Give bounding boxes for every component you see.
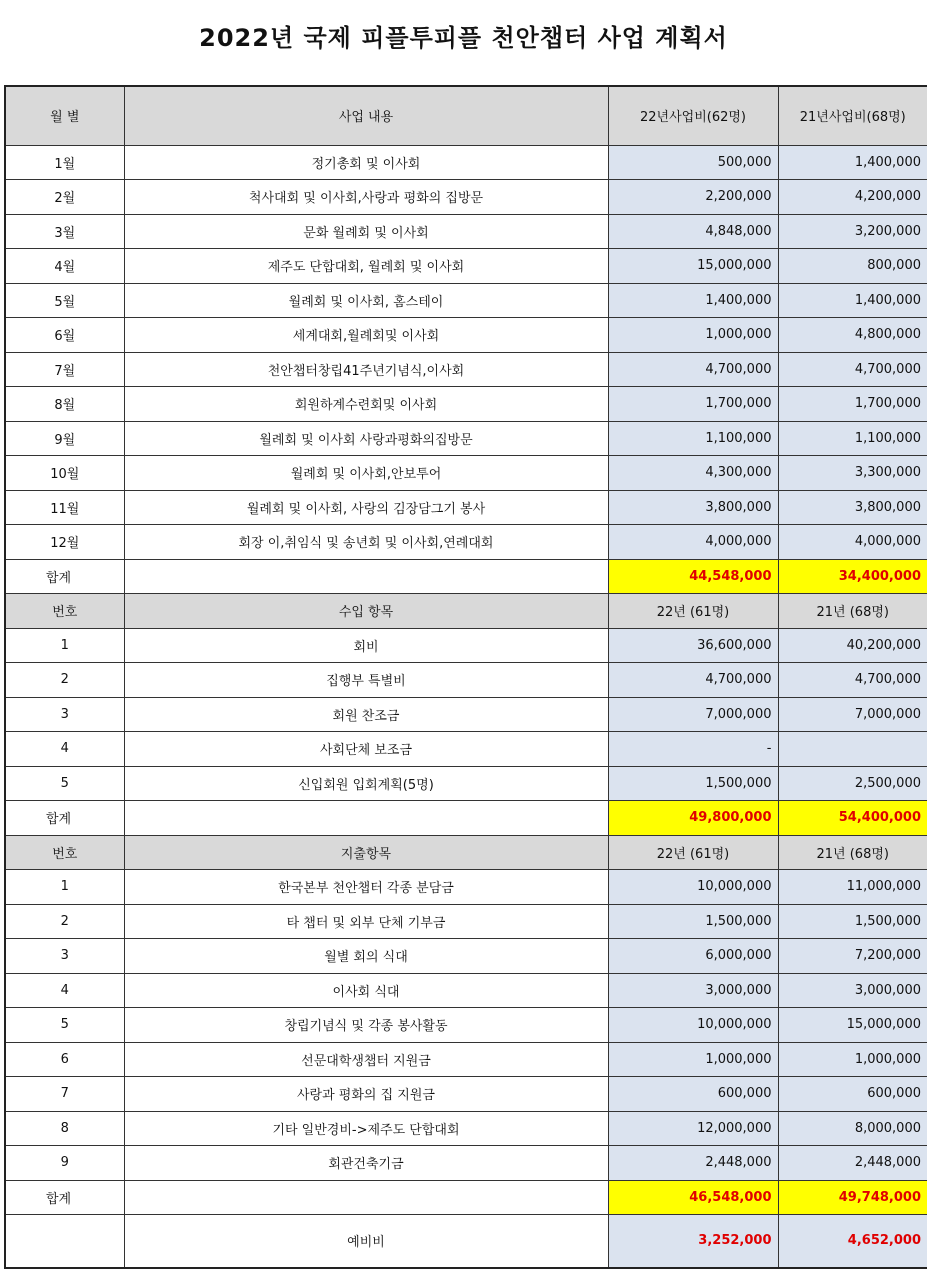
description-cell: 월례회 및 이사회, 사랑의 김장담그기 봉사 [124,490,608,525]
description-cell [124,801,608,836]
value-22-cell: 1,000,000 [608,1042,778,1077]
value-22-cell: 4,300,000 [608,456,778,491]
budget-table [4,85,927,1269]
value-21-cell: 2,500,000 [778,766,927,801]
value-22-cell: 22년사업비(62명) [608,86,778,145]
plan-header-row [5,86,927,145]
value-22-cell: - [608,732,778,767]
description-cell: 타 챕터 및 외부 단체 기부금 [124,904,608,939]
value-22-cell: 36,600,000 [608,628,778,663]
value-22-cell: 4,848,000 [608,214,778,249]
col-label-cell: 6 [5,1042,124,1077]
value-22-cell: 4,700,000 [608,663,778,698]
value-22-cell: 2,200,000 [608,180,778,215]
value-21-cell: 2,448,000 [778,1146,927,1181]
value-22-cell: 2,448,000 [608,1146,778,1181]
col-label-cell: 9 [5,1146,124,1181]
description-cell: 예비비 [124,1215,608,1268]
page-title: 2022년 국제 피플투피플 천안챕터 사업 계획서 [199,24,728,52]
plan-row [5,525,927,560]
col-label-cell: 3월 [5,214,124,249]
plan-total-row [5,559,927,594]
value-21-cell: 1,500,000 [778,904,927,939]
plan-row [5,421,927,456]
value-21-cell: 4,700,000 [778,352,927,387]
expense-row [5,904,927,939]
income-row [5,697,927,732]
value-22-cell: 600,000 [608,1077,778,1112]
description-cell: 회비 [124,628,608,663]
col-label-cell: 12월 [5,525,124,560]
description-cell: 회관건축기금 [124,1146,608,1181]
description-cell: 사회단체 보조금 [124,732,608,767]
col-label-cell: 합계 [5,559,124,594]
value-21-cell: 800,000 [778,249,927,284]
value-21-cell: 4,700,000 [778,663,927,698]
col-label-cell: 번호 [5,835,124,870]
description-cell: 지출항목 [124,835,608,870]
plan-row [5,145,927,180]
value-21-cell: 11,000,000 [778,870,927,905]
description-cell: 선문대학생챕터 지원금 [124,1042,608,1077]
description-cell: 월례회 및 이사회,안보투어 [124,456,608,491]
col-label-cell: 5월 [5,283,124,318]
income-row [5,628,927,663]
value-21-cell: 1,400,000 [778,145,927,180]
plan-row [5,490,927,525]
description-cell: 수입 항목 [124,594,608,629]
value-21-cell: 3,300,000 [778,456,927,491]
description-cell: 문화 월례회 및 이사회 [124,214,608,249]
value-21-cell: 21년 (68명) [778,594,927,629]
col-label-cell: 번호 [5,594,124,629]
value-21-cell [778,732,927,767]
value-21-cell: 600,000 [778,1077,927,1112]
col-label-cell: 7 [5,1077,124,1112]
col-label-cell: 4 [5,973,124,1008]
description-cell: 세계대회,월례회및 이사회 [124,318,608,353]
value-21-cell: 1,000,000 [778,1042,927,1077]
col-label-cell: 10월 [5,456,124,491]
col-label-cell: 8월 [5,387,124,422]
value-21-cell: 3,800,000 [778,490,927,525]
description-cell: 회원하계수련회및 이사회 [124,387,608,422]
value-22-cell: 6,000,000 [608,939,778,974]
value-21-cell: 4,000,000 [778,525,927,560]
expense-row [5,973,927,1008]
value-21-cell: 34,400,000 [778,559,927,594]
value-22-cell: 500,000 [608,145,778,180]
plan-row [5,214,927,249]
value-21-cell: 21년 (68명) [778,835,927,870]
value-22-cell: 7,000,000 [608,697,778,732]
description-cell: 회장 이,취임식 및 송년회 및 이사회,연례대회 [124,525,608,560]
description-cell: 기타 일반경비->제주도 단합대회 [124,1111,608,1146]
value-22-cell: 1,700,000 [608,387,778,422]
col-label-cell: 1 [5,628,124,663]
budget-table-body [5,86,927,1268]
col-label-cell: 7월 [5,352,124,387]
plan-row [5,387,927,422]
plan-row [5,456,927,491]
col-label-cell: 1월 [5,145,124,180]
col-label-cell: 1 [5,870,124,905]
value-22-cell: 22년 (61명) [608,835,778,870]
value-22-cell: 10,000,000 [608,870,778,905]
plan-row [5,249,927,284]
description-cell: 신입회원 입회계획(5명) [124,766,608,801]
col-label-cell: 월 별 [5,86,124,145]
description-cell: 사업 내용 [124,86,608,145]
col-label-cell: 2월 [5,180,124,215]
description-cell: 한국본부 천안챕터 각종 분담금 [124,870,608,905]
value-21-cell: 1,100,000 [778,421,927,456]
description-cell: 정기총회 및 이사회 [124,145,608,180]
expense-row [5,1008,927,1043]
expense-row [5,1077,927,1112]
income-row [5,766,927,801]
income-header-row [5,594,927,629]
value-21-cell: 8,000,000 [778,1111,927,1146]
value-22-cell: 1,000,000 [608,318,778,353]
description-cell: 회원 찬조금 [124,697,608,732]
col-label-cell: 4 [5,732,124,767]
plan-row [5,180,927,215]
value-21-cell: 1,400,000 [778,283,927,318]
description-cell [124,1180,608,1215]
value-22-cell: 12,000,000 [608,1111,778,1146]
col-label-cell: 5 [5,766,124,801]
value-22-cell: 46,548,000 [608,1180,778,1215]
value-22-cell: 49,800,000 [608,801,778,836]
expense-row [5,939,927,974]
expense-row [5,1042,927,1077]
expense-row [5,1146,927,1181]
description-cell: 집행부 특별비 [124,663,608,698]
col-label-cell: 9월 [5,421,124,456]
value-22-cell: 1,500,000 [608,766,778,801]
col-label-cell: 4월 [5,249,124,284]
description-cell: 창립기념식 및 각종 봉사활동 [124,1008,608,1043]
description-cell [124,559,608,594]
description-cell: 천안챕터창립41주년기념식,이사회 [124,352,608,387]
expense-row [5,1111,927,1146]
value-21-cell: 49,748,000 [778,1180,927,1215]
col-label-cell: 3 [5,697,124,732]
value-22-cell: 22년 (61명) [608,594,778,629]
value-22-cell: 44,548,000 [608,559,778,594]
value-21-cell: 7,000,000 [778,697,927,732]
value-21-cell: 4,800,000 [778,318,927,353]
description-cell: 척사대회 및 이사회,사랑과 평화의 집방문 [124,180,608,215]
income-row [5,732,927,767]
value-22-cell: 1,100,000 [608,421,778,456]
description-cell: 월례회 및 이사회 사랑과평화의집방문 [124,421,608,456]
value-22-cell: 1,400,000 [608,283,778,318]
plan-row [5,283,927,318]
value-21-cell: 21년사업비(68명) [778,86,927,145]
expense-header-row [5,835,927,870]
col-label-cell: 2 [5,904,124,939]
col-label-cell: 3 [5,939,124,974]
col-label-cell: 2 [5,663,124,698]
description-cell: 이사회 식대 [124,973,608,1008]
description-cell: 제주도 단합대회, 월례회 및 이사회 [124,249,608,284]
income-row [5,663,927,698]
value-22-cell: 3,800,000 [608,490,778,525]
value-21-cell: 40,200,000 [778,628,927,663]
col-label-cell: 합계 [5,801,124,836]
col-label-cell: 11월 [5,490,124,525]
value-21-cell: 3,200,000 [778,214,927,249]
income-total-row [5,801,927,836]
col-label-cell: 6월 [5,318,124,353]
value-21-cell: 4,200,000 [778,180,927,215]
value-22-cell: 4,000,000 [608,525,778,560]
col-label-cell [5,1215,124,1268]
value-22-cell: 3,000,000 [608,973,778,1008]
reserve-row [5,1215,927,1268]
value-21-cell: 15,000,000 [778,1008,927,1043]
col-label-cell: 5 [5,1008,124,1043]
value-21-cell: 1,700,000 [778,387,927,422]
value-22-cell: 4,700,000 [608,352,778,387]
expense-row [5,870,927,905]
value-22-cell: 3,252,000 [608,1215,778,1268]
value-21-cell: 54,400,000 [778,801,927,836]
description-cell: 월별 회의 식대 [124,939,608,974]
plan-row [5,318,927,353]
value-22-cell: 15,000,000 [608,249,778,284]
value-21-cell: 3,000,000 [778,973,927,1008]
value-21-cell: 4,652,000 [778,1215,927,1268]
description-cell: 사랑과 평화의 집 지원금 [124,1077,608,1112]
value-22-cell: 10,000,000 [608,1008,778,1043]
col-label-cell: 합계 [5,1180,124,1215]
plan-row [5,352,927,387]
description-cell: 월례회 및 이사회, 홈스테이 [124,283,608,318]
expense-total-row [5,1180,927,1215]
value-22-cell: 1,500,000 [608,904,778,939]
col-label-cell: 8 [5,1111,124,1146]
value-21-cell: 7,200,000 [778,939,927,974]
